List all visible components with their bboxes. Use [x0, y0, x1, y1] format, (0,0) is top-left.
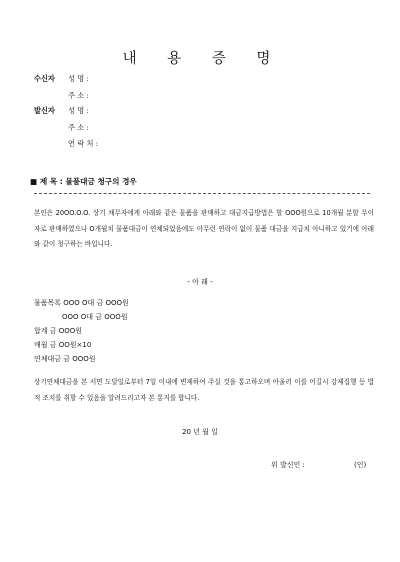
date-line: 20 년 월 일 [182, 428, 218, 436]
detail-line: 매월 금 OO원×10 [34, 341, 92, 349]
detail-line: 물품목록 OOO O대 금 OOO원 [34, 299, 129, 307]
sender-contact-label: 연 락 처 : [68, 139, 99, 148]
signature-seal: (인) [354, 461, 367, 469]
below-heading: - 아 래 - [187, 278, 213, 286]
signature-label: 위 발신인 : [271, 461, 305, 469]
sender-name-label: 성 명 : [68, 106, 89, 115]
recipient-address-label: 주 소 : [68, 91, 89, 100]
subject-divider [34, 193, 370, 194]
document-title: 내 용 증 명 [122, 51, 284, 67]
detail-line: 연체대금 금 OOO원 [34, 355, 96, 363]
recipient-label: 수신자 [34, 74, 55, 83]
sender-address-label: 주 소 : [68, 123, 89, 132]
detail-line: 합계 금 OOO원 [34, 327, 83, 335]
body-paragraph: 본인은 20OO.O.O. 상기 채무자에게 아래와 같은 물품을 판매하고 대금지급방법은 할 OOO원으로 10개월 분할 무이자로 판매하였으나 O개월치 물품대금이 연체되었음에도 아무런 연락이 없이 물품 대금을 지급치 아니하고 있기에 아래와 같이 청구하는 바입니다. [34, 209, 374, 248]
detail-line: OOO O대 금 OOO원 [62, 313, 128, 321]
subject-heading: ■ 제 목 : 물품대금 청구의 경우 [30, 177, 137, 186]
closing-paragraph: 상기연체대금을 본 서면 도달일로부터 7일 이내에 변제하여 주실 것을 통고하오며 아울러 이를 어길시 강제집행 등 법적 조치를 취할 수 있음을 알려드리고자 본 통지를 합니다. [34, 378, 374, 402]
sender-label: 발신자 [34, 106, 55, 115]
recipient-name-label: 성 명 : [68, 74, 89, 83]
